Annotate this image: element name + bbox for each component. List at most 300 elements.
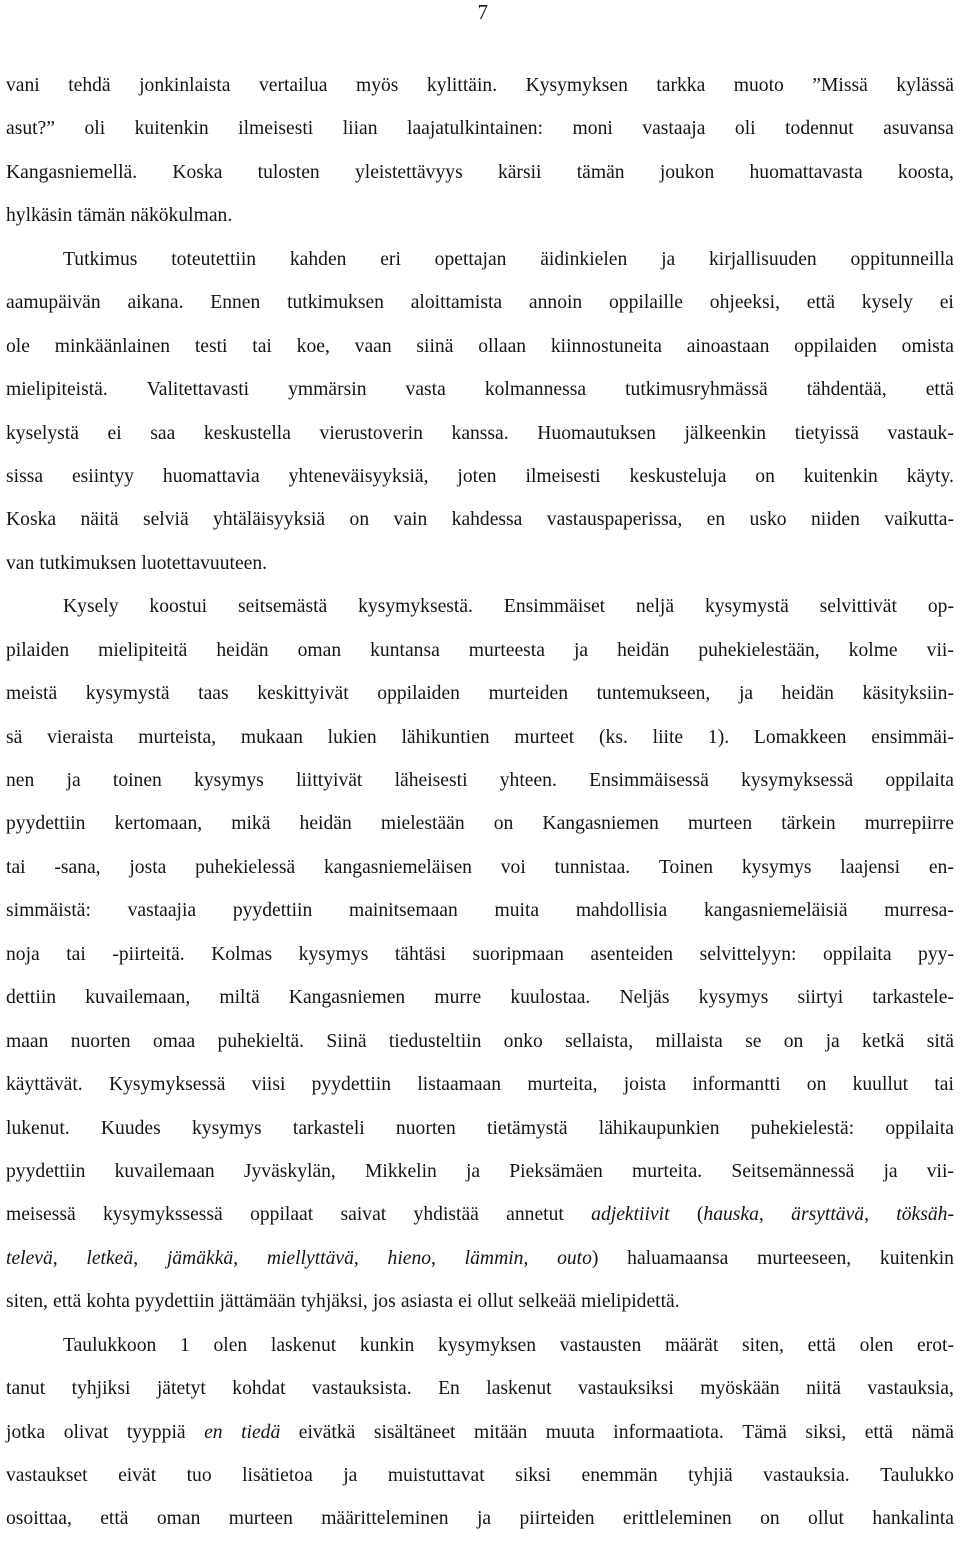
word: heidän xyxy=(781,683,834,705)
word: tulosten xyxy=(257,161,320,183)
word: aikana. xyxy=(127,292,184,314)
word: selkeää xyxy=(518,1291,577,1313)
word: jotka xyxy=(6,1421,46,1443)
word: kolmannessa xyxy=(484,379,587,401)
word: liittyivät xyxy=(295,770,363,791)
text-line xyxy=(6,1020,954,1063)
word: mielipiteitä xyxy=(98,639,188,661)
word: joista xyxy=(623,1074,667,1096)
word: lukenut. xyxy=(6,1117,70,1139)
word: asenteiden xyxy=(590,943,674,965)
word: Kuudes xyxy=(100,1117,161,1139)
text-line xyxy=(6,1280,954,1323)
word: saivat xyxy=(340,1204,387,1226)
text-line xyxy=(6,151,954,194)
word: mikä xyxy=(231,813,271,835)
word: (ks. xyxy=(599,726,628,748)
word: siten, xyxy=(742,1334,784,1356)
text-line xyxy=(6,759,954,802)
word: kysymykssessä xyxy=(102,1204,223,1226)
word: ei xyxy=(107,422,122,444)
word: yhtäläisyyksiä xyxy=(213,509,326,531)
word: sissa xyxy=(6,465,44,487)
word: oppilaita xyxy=(885,1117,954,1139)
word: Ennen xyxy=(210,292,261,314)
word: (hauska, xyxy=(696,1204,764,1226)
word: aamupäivän xyxy=(6,292,101,314)
word: maan xyxy=(6,1030,49,1052)
text-line xyxy=(6,1237,954,1280)
text-line xyxy=(6,412,954,455)
word: asiasta xyxy=(400,1291,454,1313)
word: tunnistaa. xyxy=(554,856,631,878)
word: Seitsemännessä xyxy=(731,1160,855,1182)
word: keskittyivät xyxy=(257,683,349,705)
text-line xyxy=(6,64,954,107)
word: mahdollisia xyxy=(575,900,668,922)
word: vain xyxy=(393,509,428,531)
word: pyy- xyxy=(918,943,954,965)
word: vasta xyxy=(405,379,446,401)
word: Tämä xyxy=(742,1421,787,1443)
word: koosta, xyxy=(897,161,954,183)
word: kuvailemaan xyxy=(114,1160,215,1182)
word: miellyttävä, xyxy=(266,1247,359,1269)
word: josta xyxy=(129,856,167,878)
word: keskusteluja xyxy=(629,465,727,487)
word: opettajan xyxy=(434,248,507,270)
word: tai xyxy=(252,335,272,357)
word: tähdentää, xyxy=(806,379,887,401)
word: koe, xyxy=(296,335,330,357)
word: nuorten xyxy=(70,1030,131,1052)
word: kyselystä xyxy=(6,422,79,444)
text-line xyxy=(6,1454,954,1497)
word: murteen xyxy=(687,813,753,835)
word: yhteen. xyxy=(499,770,557,791)
word: Kangasniemen xyxy=(288,987,406,1009)
word: ohjeeksi, xyxy=(709,292,780,314)
word: tyyppiä xyxy=(126,1421,186,1443)
word: on xyxy=(349,509,370,531)
word: on xyxy=(783,1030,804,1052)
text-line xyxy=(6,368,954,411)
word: siten, xyxy=(6,1291,48,1313)
word: kahden xyxy=(289,248,347,270)
word: tärkein xyxy=(781,813,836,835)
word: tehdä xyxy=(68,75,111,96)
word: viisi xyxy=(251,1074,286,1096)
word: esiintyy xyxy=(71,465,134,487)
word: Jyväskylän, xyxy=(243,1160,336,1182)
word: en xyxy=(706,509,726,531)
word: mainitsemaan xyxy=(348,900,458,922)
word: lukien xyxy=(327,726,377,748)
word: haluamaansa xyxy=(627,1247,729,1269)
word: Kolmas xyxy=(211,943,273,965)
text-line xyxy=(6,281,954,324)
word: Kangasniemellä. xyxy=(6,161,138,183)
word: lisätietoa xyxy=(242,1465,313,1486)
word: kysymys xyxy=(741,856,812,878)
word: muoto xyxy=(733,75,784,96)
body-text xyxy=(6,64,954,1541)
word: ja xyxy=(476,1508,492,1530)
text-line xyxy=(6,238,954,281)
word: toteutettiin xyxy=(171,248,257,270)
word: tai xyxy=(6,856,26,878)
word: Huomautuksen xyxy=(537,422,656,444)
text-line xyxy=(6,629,954,672)
word: vani xyxy=(6,75,40,96)
text-line xyxy=(6,542,954,585)
word: tarkka xyxy=(656,75,706,96)
word: puhekielestä: xyxy=(750,1117,855,1139)
word: yleistettävyys xyxy=(354,161,463,183)
word: vastauksia, xyxy=(867,1378,954,1400)
text-line xyxy=(6,1150,954,1193)
word: Lomakkeen xyxy=(753,726,847,748)
word: myös xyxy=(355,75,399,96)
word: kysely xyxy=(861,292,913,314)
word: murresa- xyxy=(884,900,954,922)
word: aloittamista xyxy=(410,292,503,314)
word: yhdistää xyxy=(413,1204,479,1226)
word: oli xyxy=(84,118,106,140)
word: nämä xyxy=(911,1421,954,1443)
word: Kangasniemen xyxy=(542,813,659,835)
word: adjektiivit xyxy=(591,1204,670,1226)
word: keskustella xyxy=(203,422,291,444)
word: murre xyxy=(434,987,482,1009)
word: yhteneväisyyksiä, xyxy=(288,465,429,487)
word: minkäänlainen xyxy=(54,335,171,357)
text-line xyxy=(6,585,954,628)
word: olivat xyxy=(63,1421,109,1443)
word: oppilaita xyxy=(822,943,892,965)
word: Pieksämäen xyxy=(509,1160,603,1182)
word: informantti xyxy=(692,1074,781,1096)
word: mukaan xyxy=(240,726,303,748)
word: kanssa. xyxy=(451,422,509,444)
word: ollut xyxy=(808,1508,844,1530)
word: ollaan xyxy=(478,335,527,357)
word: on xyxy=(806,1074,827,1096)
word: siksi xyxy=(515,1465,552,1486)
word: vastaajia xyxy=(127,900,197,922)
word: hankalinta xyxy=(872,1508,954,1530)
word: meistä xyxy=(6,683,58,705)
word: oppilaita xyxy=(885,770,954,791)
word: mielipiteistä. xyxy=(6,379,108,401)
word: vastauspaperissa, xyxy=(546,509,683,531)
word: on xyxy=(760,1508,780,1530)
text-line xyxy=(6,846,954,889)
text-line xyxy=(6,194,954,237)
word: hylkäsin xyxy=(6,205,73,227)
word: en xyxy=(204,1421,223,1443)
word: annetut xyxy=(506,1204,564,1226)
word: heidän xyxy=(617,639,670,661)
word: ollut xyxy=(477,1291,514,1313)
word: 1 xyxy=(180,1334,190,1356)
word: eivät xyxy=(118,1465,157,1486)
word: vii- xyxy=(926,1160,954,1182)
word: murteen xyxy=(228,1508,293,1530)
word: Siinä xyxy=(326,1030,367,1052)
word: omista xyxy=(901,335,954,357)
word: neljä xyxy=(635,596,675,618)
word: tutkimuksen xyxy=(287,292,384,314)
word: selvittivät xyxy=(819,596,897,618)
word: kuulostaa. xyxy=(510,987,591,1009)
word: moni xyxy=(572,118,613,140)
word: siinä xyxy=(416,335,454,357)
word: kunkin xyxy=(359,1334,415,1356)
text-line xyxy=(6,325,954,368)
word: heidän xyxy=(216,639,269,661)
word: vaan xyxy=(354,335,392,357)
word: luotettavuuteen. xyxy=(141,552,268,574)
word: mielipidettä. xyxy=(581,1291,680,1313)
text-line xyxy=(6,672,954,715)
word: ja xyxy=(343,1465,358,1486)
word: tarkasteli xyxy=(292,1117,365,1139)
word: murrepiirre xyxy=(864,813,954,835)
word: nuorten xyxy=(395,1117,456,1139)
word: pyydettiin xyxy=(6,1160,86,1182)
word: tai xyxy=(934,1074,954,1096)
word: töksäh- xyxy=(896,1204,954,1226)
word: lämmin, xyxy=(464,1247,529,1269)
word: ja xyxy=(66,770,81,791)
word: kolme xyxy=(848,639,898,661)
word: että xyxy=(864,1421,893,1443)
word: sitä xyxy=(926,1030,954,1052)
word: on xyxy=(755,465,775,487)
word: outo) xyxy=(557,1247,599,1269)
word: ja xyxy=(465,1160,481,1182)
text-line xyxy=(6,802,954,845)
word: testi xyxy=(194,335,228,357)
word: ja xyxy=(883,1160,898,1182)
word: huomattavia xyxy=(162,465,260,487)
word: informaatiota. xyxy=(613,1421,724,1443)
word: ja xyxy=(825,1030,840,1052)
word: huomattavasta xyxy=(749,161,863,183)
word: kysymystä xyxy=(85,683,170,705)
word: heidän xyxy=(299,813,352,835)
word: Toinen xyxy=(658,856,714,878)
word: että xyxy=(925,379,954,401)
word: muita xyxy=(494,900,540,922)
text-line xyxy=(6,1324,954,1367)
word: laskenut xyxy=(270,1334,337,1356)
word: ilmeisesti xyxy=(525,465,601,487)
word: kysymystä xyxy=(704,596,789,618)
word: toinen xyxy=(112,770,162,791)
word: siksi, xyxy=(805,1421,847,1443)
word: pyydettiin xyxy=(311,1074,392,1096)
word: kuntansa xyxy=(370,639,440,661)
word: Kysymyksessä xyxy=(108,1074,226,1096)
word: letkeä, xyxy=(86,1247,139,1269)
word: käyty. xyxy=(906,465,954,487)
word: että xyxy=(53,1291,82,1313)
word: Kysymyksen xyxy=(525,75,628,96)
word: olen xyxy=(213,1334,248,1356)
word: Valitettavasti xyxy=(146,379,250,401)
word: kohdat xyxy=(232,1378,286,1400)
word: jonkinlaista xyxy=(139,75,231,96)
word: tai xyxy=(66,943,86,965)
word: pyydettiin xyxy=(6,813,86,835)
word: kangasniemeläisen xyxy=(323,856,472,878)
word: Taulukko xyxy=(880,1465,954,1486)
word: onko xyxy=(503,1030,543,1052)
word: 1). xyxy=(707,726,730,748)
word: kysymys xyxy=(191,1117,262,1139)
word: tiedusteltiin xyxy=(388,1030,482,1052)
word: käyttävät. xyxy=(6,1074,83,1096)
text-line xyxy=(6,1367,954,1410)
word: jälkeenkin xyxy=(684,422,767,444)
word: tiedä xyxy=(241,1421,281,1443)
word: tietämystä xyxy=(487,1117,568,1139)
word: Kysely xyxy=(63,596,119,618)
word: piirteiden xyxy=(519,1508,595,1530)
word: vastaukset xyxy=(6,1465,88,1486)
word: olen xyxy=(859,1334,894,1356)
word: jos xyxy=(372,1291,396,1313)
word: tämän xyxy=(576,161,625,183)
word: kuullut xyxy=(852,1074,909,1096)
word: kysymyksestä. xyxy=(358,596,473,618)
word: ymmärsin xyxy=(288,379,367,401)
word: Koska xyxy=(6,509,57,531)
word: jättämään xyxy=(219,1291,296,1313)
word: kuvailemaan, xyxy=(85,987,191,1009)
word: murteista, xyxy=(138,726,217,748)
word: kysymyksessä xyxy=(741,770,854,791)
word: ja xyxy=(573,639,589,661)
text-line xyxy=(6,455,954,498)
word: Mikkelin xyxy=(364,1160,437,1182)
word: asut?” xyxy=(6,118,55,140)
word: tutkimusryhmässä xyxy=(625,379,768,401)
word: taas xyxy=(198,683,229,705)
word: simmäistä: xyxy=(6,900,91,922)
word: lähikuntien xyxy=(401,726,490,748)
word: ja xyxy=(661,248,676,270)
word: liite xyxy=(652,726,684,748)
word: murteita, xyxy=(527,1074,598,1096)
word: mitään xyxy=(473,1421,528,1443)
word: siirtyi xyxy=(797,987,844,1009)
word: -piirteitä. xyxy=(112,943,185,965)
word: tyhjäksi, xyxy=(300,1291,368,1313)
word: tutkimuksen xyxy=(39,552,137,574)
word: ole xyxy=(6,335,30,357)
word: kylässä xyxy=(896,75,954,96)
word: vii- xyxy=(926,639,954,661)
word: muuta xyxy=(545,1421,595,1443)
word: kahdessa xyxy=(451,509,523,531)
word: asuvansa xyxy=(883,118,954,140)
text-line xyxy=(6,1063,954,1106)
word: myöskään xyxy=(700,1378,780,1400)
text-line xyxy=(6,498,954,541)
word: millaista xyxy=(655,1030,723,1052)
word: että xyxy=(100,1508,129,1530)
word: joukon xyxy=(659,161,715,183)
page-number: 7 xyxy=(477,0,488,24)
word: omaa xyxy=(152,1030,196,1052)
word: enemmän xyxy=(581,1465,658,1486)
word: ilmeisesti xyxy=(238,118,314,140)
word: laskenut xyxy=(486,1378,552,1400)
word: eivätkä xyxy=(298,1421,356,1443)
word: todennut xyxy=(785,118,854,140)
word: murteesta xyxy=(468,639,545,661)
word: pyydettiin xyxy=(135,1291,215,1313)
text-line xyxy=(6,933,954,976)
word: oppilaiden xyxy=(377,683,460,705)
word: selviä xyxy=(142,509,189,531)
word: En xyxy=(438,1378,460,1400)
word: määrät xyxy=(665,1334,719,1356)
word: määritteleminen xyxy=(321,1508,449,1530)
word: oppilaiden xyxy=(794,335,877,357)
word: niitä xyxy=(806,1378,841,1400)
word: kiinnostuneita xyxy=(550,335,662,357)
word: kysymys xyxy=(194,770,264,791)
word: Ensimmäisessä xyxy=(589,770,709,791)
word: vastauksiksi xyxy=(578,1378,674,1400)
text-line xyxy=(6,976,954,1019)
text-line xyxy=(6,889,954,932)
word: kuitenkin xyxy=(803,465,878,487)
word: vastausten xyxy=(559,1334,642,1356)
word: oppilaat xyxy=(250,1204,314,1226)
word: dettiin xyxy=(6,987,57,1009)
word: niiden xyxy=(810,509,860,531)
word: vierustoverin xyxy=(319,422,423,444)
word: Taulukkoon xyxy=(63,1334,157,1356)
word: muistuttavat xyxy=(387,1465,485,1486)
word: sisältäneet xyxy=(373,1421,456,1443)
word: kirjallisuuden xyxy=(708,248,817,270)
word: meisessä xyxy=(6,1204,76,1226)
word: tuo xyxy=(186,1465,212,1486)
word: eri xyxy=(380,248,401,270)
word: kysymys xyxy=(698,987,769,1009)
word: että xyxy=(807,1334,836,1356)
word: en- xyxy=(928,856,954,878)
word: vaikutta- xyxy=(884,509,954,531)
word: saa xyxy=(150,422,176,444)
word: mielestään xyxy=(380,813,465,835)
word: tietyissä xyxy=(794,422,859,444)
word: vastauksista. xyxy=(312,1378,412,1400)
word: hieno, xyxy=(387,1247,436,1269)
text-line xyxy=(6,1411,954,1454)
word: liian xyxy=(342,118,378,140)
text-line xyxy=(6,716,954,759)
word: oman xyxy=(156,1508,201,1530)
word: oppitunneilla xyxy=(850,248,954,270)
word: osoittaa, xyxy=(6,1508,72,1530)
